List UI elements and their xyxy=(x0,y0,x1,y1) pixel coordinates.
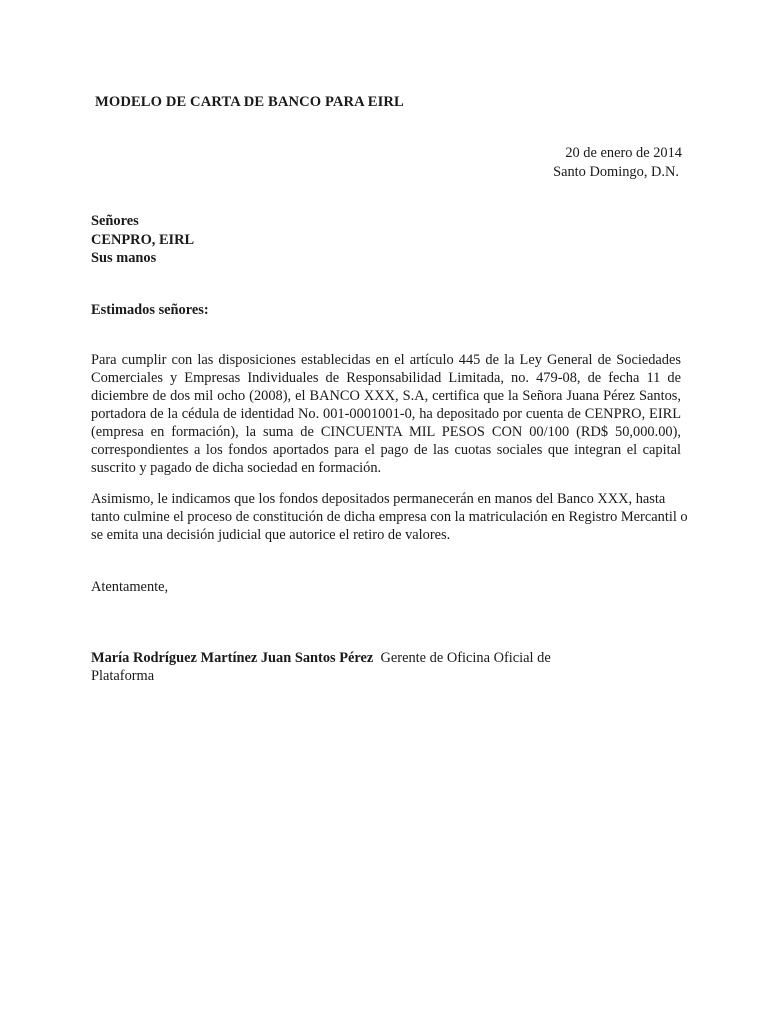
addressee-line-3: Sus manos xyxy=(91,250,157,266)
letter-title: MODELO DE CARTA DE BANCO PARA EIRL xyxy=(95,94,404,110)
closing: Atentamente, xyxy=(91,579,169,595)
signature-block xyxy=(91,649,591,685)
signature-names: María Rodríguez Martínez Juan Santos Pérez xyxy=(91,650,374,666)
body-paragraph-1: Para cumplir con las disposiciones establecidas en el artículo 445 de la Ley General de Sociedades Comerciales y Empresas Individuales de Responsabilidad Limitada, no. 479-08, de fecha 11 de diciembre de dos mil ocho (2008), el BANCO XXX, S.A, certifica que la Señora Juana Pérez Santos, portadora de la cédula de identidad No. 001-0001001-0, ha depositado por cuenta de CENPRO, EIRL (empresa en formación), la suma de CINCUENTA MIL PESOS CON 00/100 (RD$ 50,000.00), correspondientes a los fondos aportados para el pago de las cuotas sociales que integran el capital suscrito y pagado de dicha sociedad en formación. xyxy=(91,352,681,476)
date-block xyxy=(553,144,682,182)
body-paragraph-2: Asimismo, le indicamos que los fondos depositados permanecerán en manos del Banco XXX, hasta tanto culmine el proceso de constitución de dicha empresa con la matriculación en Registro Mercantil o se emita una decisión judicial que autorice el retiro de valores. xyxy=(91,491,688,543)
addressee-block xyxy=(91,212,194,268)
addressee-line-1: Señores xyxy=(91,213,139,229)
signature-titles: Gerente de Oficina Oficial de Plataforma xyxy=(91,650,551,684)
salutation: Estimados señores: xyxy=(91,302,209,318)
addressee-line-2: CENPRO, EIRL xyxy=(91,231,195,248)
letter-place: Santo Domingo, D.N. xyxy=(553,164,679,180)
letter-date: 20 de enero de 2014 xyxy=(565,145,682,161)
